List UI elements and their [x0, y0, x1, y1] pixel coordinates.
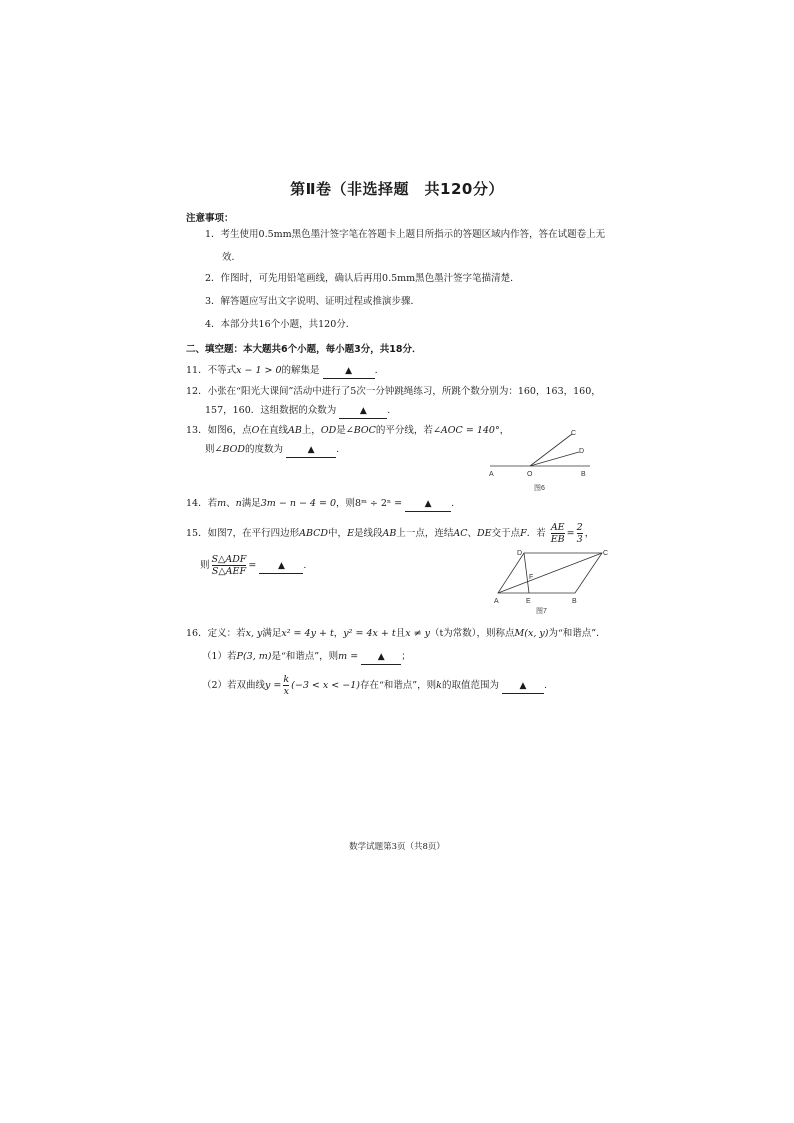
q13-text-f: 则	[205, 444, 215, 455]
q15-answer-blank[interactable]	[259, 559, 303, 574]
q14-text-b: 满足	[241, 498, 261, 509]
q16-k: k	[283, 674, 290, 685]
label-c: C	[571, 430, 577, 437]
q15-comma: ，	[584, 528, 595, 539]
q16-part2-answer-blank[interactable]	[502, 679, 544, 694]
q14-expression: 8ᵐ ÷ 2ⁿ =	[355, 498, 403, 509]
q15-eq: =	[566, 528, 575, 539]
notice-item-1: 1．考生使用0.5mm黑色墨汁签字笔在答题卡上题目所指示的答题区域内作答，答在试题卷上无	[205, 229, 606, 240]
q13-text-d: 是	[336, 425, 346, 436]
ray-od	[530, 452, 579, 466]
q16-xy: x, y	[245, 628, 263, 639]
q13-ray-od: OD	[320, 425, 337, 436]
q16-text-b: 满足	[262, 628, 282, 639]
answer-marker-icon: ▲	[377, 652, 385, 662]
q15-value-den: 3	[576, 534, 583, 545]
q15-point-f: F	[520, 528, 527, 539]
q16-p1-c: ；	[401, 651, 411, 662]
q12-line1: 12．小张在“阳光大课间”活动中进行了5次一分钟跳绳练习，所跳个数分别为：160，163，160，	[186, 386, 601, 397]
q14-var-n: n	[235, 498, 242, 509]
question-16-part1	[202, 650, 411, 665]
label-b: B	[581, 471, 586, 478]
q14-answer-blank[interactable]	[405, 497, 451, 512]
label-e: E	[526, 598, 531, 605]
q15-abcd: ABCD	[299, 528, 329, 539]
q15-de: DE	[477, 528, 492, 539]
q15-ratio-num: AE	[550, 522, 565, 533]
question-16-part2: （2）若双曲线y = $\frac{k}{x}$ (−3 < x < −1)存在“和谐点”，则k的取值范围为 ▲ .	[202, 674, 548, 697]
question-12-line2: 157，160．这组数据的众数为 ▲ .	[205, 404, 390, 419]
question-16-line1	[186, 627, 606, 640]
q16-point-m: M(x, y)	[514, 628, 549, 639]
question-14: 14．若m、n满足3m − n − 4 = 0，则8ᵐ ÷ 2ⁿ = ▲ .	[186, 497, 454, 512]
q16-m-eq: m =	[338, 651, 359, 662]
q16-comma: ，	[333, 628, 344, 639]
q15-then: 则	[200, 560, 210, 571]
q16-kvar: k	[436, 680, 442, 691]
label-d: D	[579, 448, 585, 455]
q16-range: (−3 < x < −1)	[291, 680, 360, 691]
q15-text-c: 是线段	[354, 528, 383, 539]
label-f: F	[529, 574, 534, 581]
section-title: 第Ⅱ卷（非选择题 共120分）	[290, 180, 504, 198]
q11-expr: x − 1 > 0	[236, 365, 282, 376]
q14-text-a: 14．若	[186, 498, 218, 509]
q16-and: 且	[395, 628, 406, 639]
q13-line-ab: AB	[287, 425, 302, 436]
answer-marker-icon: ▲	[519, 681, 527, 691]
q11-answer-blank[interactable]	[323, 364, 375, 379]
q13-text-a: 13．如图6，点	[186, 425, 252, 436]
notice-item-4: 4．本部分共16个小题，共120分．	[205, 319, 356, 330]
q16-y-eq: y =	[265, 680, 282, 691]
q16-k-over-x	[283, 674, 289, 697]
q16-note: （t为常数），则称点	[429, 628, 515, 639]
question-13-line2: 则∠BOD的度数为 ▲ .	[205, 443, 339, 458]
question-11: 11．不等式x − 1 > 0的解集是 ▲ .	[186, 364, 378, 379]
q15-text-f: ．若	[526, 528, 546, 539]
q14-text-c: ，则	[336, 498, 356, 509]
answer-marker-icon: ▲	[424, 499, 432, 509]
label-d: D	[517, 550, 523, 557]
q11-prefix: 11．不等式	[186, 365, 237, 376]
q14-sep: 、	[226, 498, 236, 509]
answer-marker-icon: ▲	[277, 561, 285, 571]
notice-heading: 注意事项：	[186, 213, 234, 224]
q15-segment-ab: AB	[382, 528, 397, 539]
q16-p2-a: （2）若双曲线	[202, 680, 266, 691]
q16-part1-answer-blank[interactable]	[361, 650, 401, 665]
q13-angle-bod: ∠BOD	[214, 444, 246, 455]
q13-text-c: 上，	[301, 425, 321, 436]
q13-angle-aoc: ∠AOC = 140°	[432, 425, 500, 436]
q16-neq: x ≠ y	[405, 628, 430, 639]
segment-de	[524, 553, 529, 593]
label-b: B	[572, 598, 577, 605]
q15-sep: 、	[467, 528, 478, 539]
q15-value-fraction	[577, 522, 583, 545]
q13-text-g: 的度数为	[245, 444, 284, 455]
q12-line2: 157，160．这组数据的众数为	[205, 405, 337, 416]
ray-oc	[530, 434, 572, 466]
q13-text-e: 的平分线，若	[375, 425, 433, 436]
q16-p2-b: 存在“和谐点”，则	[359, 680, 437, 691]
q15-ac: AC	[453, 528, 468, 539]
label-a: A	[494, 598, 499, 605]
figure-7	[490, 545, 612, 617]
q16-eq2: y² = 4x + t	[343, 628, 396, 639]
q13-answer-blank[interactable]	[286, 443, 336, 458]
q13-point-o: O	[251, 425, 260, 436]
q15-ratio-den: EB	[550, 534, 565, 545]
notice-item-3: 3．解答题应写出文字说明、证明过程或推演步骤．	[205, 296, 421, 307]
answer-marker-icon: ▲	[345, 366, 353, 376]
q15-area-fraction	[212, 554, 247, 577]
q15-text-a: 15．如图7，在平行四边形	[186, 528, 300, 539]
q16-text-c: 为“和谐点”．	[548, 628, 606, 639]
q16-p2-c: 的取值范围为	[441, 680, 499, 691]
q15-value-num: 2	[576, 522, 583, 533]
q12-answer-blank[interactable]	[339, 404, 387, 419]
notice-item-1-cont: 效．	[222, 252, 242, 263]
figure-7-caption: 图7	[536, 608, 547, 615]
figure-6-caption: 图6	[534, 485, 545, 492]
q15-area-eq: =	[248, 560, 257, 571]
q15-point-e: E	[347, 528, 354, 539]
diagonal-ac	[498, 553, 602, 593]
q11-suffix: 的解集是	[281, 365, 320, 376]
notice-item-2: 2．作图时，可先用铅笔画线，确认后再用0.5mm黑色墨汁签字笔描清楚．	[205, 273, 520, 284]
q16-text-a: 16．定义：若	[186, 628, 246, 639]
label-c: C	[603, 550, 609, 557]
q15-area-den: S△AEF	[211, 566, 247, 577]
answer-marker-icon: ▲	[359, 406, 367, 416]
section2-heading: 二、填空题：本大题共6个小题，每小题3分，共18分．	[186, 344, 422, 355]
q15-area-num: S△ADF	[211, 554, 247, 565]
q16-x: x	[283, 686, 289, 697]
q15-text-b: 中，	[328, 528, 348, 539]
label-a: A	[489, 471, 494, 478]
label-o: O	[527, 471, 533, 478]
q13-angle-boc: ∠BOC	[345, 425, 376, 436]
q15-text-d: 上一点，连结	[396, 528, 454, 539]
question-13-line1: 13．如图6，点O在直线AB上，OD是∠BOC的平分线，若∠AOC = 140°，	[186, 425, 510, 436]
q14-var-m: m	[217, 498, 227, 509]
page-footer: 数学试题第3页（共8页）	[349, 842, 445, 852]
q15-text-e: 交于点	[491, 528, 521, 539]
q15-ratio-fraction	[551, 522, 565, 545]
q16-eq1: x² = 4y + t	[281, 628, 334, 639]
q16-point-p: P(3, m)	[236, 651, 272, 662]
question-15-line1	[186, 522, 594, 545]
q13-text-b: 在直线	[259, 425, 288, 436]
question-15-line2: 则 $\frac{\text{S△ADF}}{\text{S△AEF}}$ = ▲ .	[200, 554, 307, 577]
figure-6	[484, 424, 600, 494]
answer-marker-icon: ▲	[307, 445, 315, 455]
q14-equation: 3m − n − 4 = 0	[260, 498, 337, 509]
q16-p1-b: 是“和谐点”，则	[271, 651, 339, 662]
q16-p1-a: （1）若	[202, 651, 237, 662]
